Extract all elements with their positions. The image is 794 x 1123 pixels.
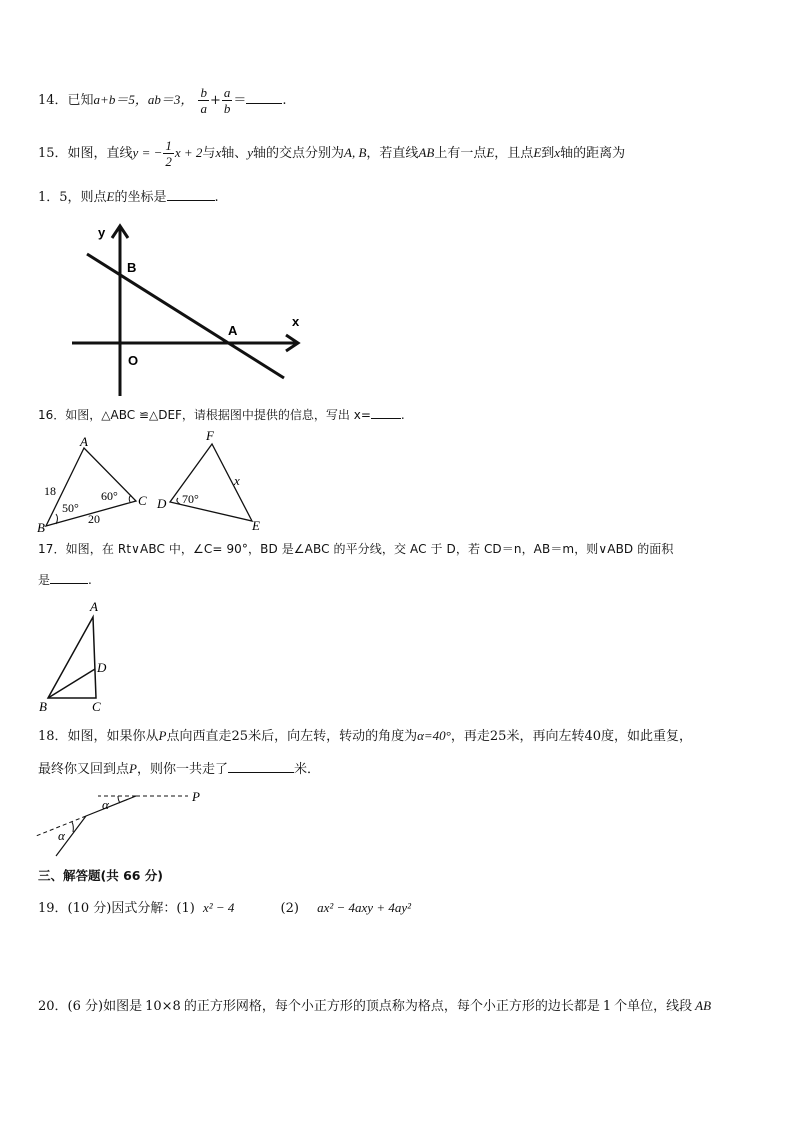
q18-text: ，则你一共走了 — [136, 762, 228, 777]
question-16 — [38, 404, 405, 425]
q15-prefix: 15．如图，直线 — [38, 146, 133, 161]
angle-d-value: 70° — [182, 492, 199, 506]
q15-point-e: E — [533, 145, 542, 160]
q16-end: . — [400, 408, 405, 422]
y-axis-label: y — [98, 225, 106, 240]
q18-point-p: P — [158, 728, 167, 743]
q15-x-var: x — [554, 145, 561, 160]
side-x-label: x — [234, 473, 240, 488]
alpha-label-1: α — [102, 797, 109, 812]
question-18-line2 — [38, 758, 320, 780]
q20-text: 的正方形网格，每个小正方形的顶点称为格点，每个小正方形的边长都是 — [183, 999, 600, 1014]
q15-text: 与 — [202, 146, 216, 161]
q14-condition: a+b＝5，ab＝3， — [93, 92, 194, 107]
point-b-label: B — [127, 260, 137, 275]
vertex-b: B — [39, 699, 47, 714]
q15-text: 轴、 — [221, 146, 248, 161]
q18-alpha: α=40° — [417, 728, 451, 743]
angle-arc-2 — [72, 822, 73, 832]
q20-text: 20．(6 分)如图是 — [38, 999, 143, 1014]
vertex-c: C — [138, 493, 147, 508]
vertex-a: A — [90, 599, 98, 614]
q15-text: 1．5，则点 — [38, 190, 107, 205]
question-15-line2 — [38, 186, 219, 208]
q14-answer-blank — [246, 89, 282, 104]
q18-text: 米． — [293, 762, 320, 777]
figure-17-right-triangle — [36, 597, 126, 717]
q14-fraction-b-over-a: $\frac{b}{a}$ — [200, 85, 207, 116]
q20-grid-size: 10×8 — [145, 999, 181, 1014]
q15-x-var: x — [215, 145, 222, 160]
q19-expression-1: x² − 4 — [202, 900, 235, 915]
q17-text: 17．如图，在 Rt∨ABC 中，∠C= 90°，BD 是∠ABC 的平分线，交 AC 于 D，若 CD＝n，AB＝m，则∨ABD 的面积 — [38, 542, 674, 556]
q15-end: . — [214, 190, 219, 205]
angle-arc-1 — [118, 796, 120, 803]
question-18-line1 — [38, 726, 692, 747]
q15-line-equation-tail: x + 2 — [174, 145, 203, 160]
vertex-c: C — [92, 699, 101, 714]
q14-fraction-a-over-b: $\frac{a}{b}$ — [223, 85, 231, 116]
figure-18-walking-path — [36, 786, 216, 860]
q18-point-p: P — [129, 761, 137, 776]
q18-number: 40 — [584, 729, 601, 744]
angle-b-value: 50° — [62, 501, 79, 515]
side-ab-length: 18 — [44, 484, 56, 498]
q15-text: 上有一点 — [434, 146, 487, 161]
question-17-line1 — [38, 539, 674, 559]
q15-text: 的坐标是 — [114, 190, 167, 205]
q19-prefix: 19．(10 分)因式分解： — [38, 901, 177, 916]
q15-text: ，若直线 — [366, 146, 419, 161]
q17-end: . — [88, 573, 92, 587]
angle-c-arc — [129, 495, 131, 502]
q15-text: ，且点 — [494, 146, 534, 161]
figure-15-coordinate-graph — [60, 218, 320, 403]
line-ab — [87, 254, 284, 378]
question-15-line1 — [38, 138, 625, 169]
q18-text: 最终你又回到点 — [38, 762, 130, 777]
question-14 — [38, 85, 287, 116]
path-segment-1 — [86, 796, 136, 816]
q15-line-ab: AB — [418, 145, 435, 160]
question-20 — [38, 996, 711, 1017]
q18-answer-blank — [228, 758, 294, 773]
x-axis-label: x — [292, 314, 300, 329]
q17-answer-blank — [50, 569, 88, 584]
vertex-f: F — [206, 428, 214, 443]
vertex-e: E — [252, 518, 260, 533]
q20-text: 个单位，线段 — [614, 999, 693, 1014]
q14-end: . — [282, 93, 287, 108]
q15-line-equation: y = − — [132, 145, 163, 160]
section-3-heading: 三、解答题(共 66 分) — [38, 868, 164, 883]
q18-text: 点向西直走 — [166, 729, 232, 744]
q18-text: 米后，向左转，转动的角度为 — [248, 729, 418, 744]
vertex-d: D — [157, 496, 167, 511]
q17-text: 是 — [38, 573, 51, 587]
angle-c-value: 60° — [101, 489, 118, 503]
q15-text: 到 — [541, 146, 555, 161]
vertex-b: B — [37, 520, 45, 534]
q15-point-e: E — [486, 145, 495, 160]
q15-fraction-half: $\frac{1}{2}$ — [165, 138, 172, 169]
q14-plus: + — [209, 93, 221, 108]
vertex-d: D — [97, 660, 107, 675]
q18-number: 25 — [231, 729, 249, 744]
q15-y-var: y — [247, 145, 254, 160]
point-p-label: P — [192, 789, 200, 804]
question-19 — [38, 898, 411, 919]
origin-label: O — [128, 353, 139, 368]
q18-text: 18．如图，如果你从 — [38, 729, 159, 744]
vertex-a: A — [80, 434, 88, 449]
point-a-label: A — [228, 323, 238, 338]
q16-answer-blank — [371, 404, 401, 419]
side-bc-length: 20 — [88, 512, 100, 526]
q19-part1-label: (1) — [176, 901, 195, 916]
q18-text: 度，如此重复， — [601, 729, 693, 744]
q14-equals: ＝ — [233, 93, 247, 108]
triangle-abc — [48, 617, 96, 698]
q18-number: 25 — [489, 729, 507, 744]
alpha-label-2: α — [58, 828, 65, 843]
q14-prefix: 14．已知 — [38, 93, 94, 108]
q15-points-ab: A, B — [344, 145, 367, 160]
q18-text: 米，再向左转 — [506, 729, 585, 744]
q19-expression-2: ax² − 4axy + 4ay² — [317, 900, 412, 915]
segment-bd — [48, 669, 95, 698]
q15-text: 轴的交点分别为 — [253, 146, 345, 161]
q15-answer-blank — [167, 186, 215, 201]
question-17-line2 — [38, 569, 92, 590]
q20-segment-ab: AB — [695, 998, 712, 1013]
q15-text: 轴的距离为 — [560, 146, 626, 161]
q16-text: 16．如图，△ABC ≌△DEF，请根据图中提供的信息，写出 x= — [38, 408, 371, 422]
figure-16-congruent-triangles — [34, 428, 274, 534]
q18-text: ，再走 — [450, 729, 490, 744]
q15-point-e: E — [106, 189, 115, 204]
q20-number: 1 — [602, 999, 612, 1014]
q19-part2-label: (2) — [280, 901, 299, 916]
